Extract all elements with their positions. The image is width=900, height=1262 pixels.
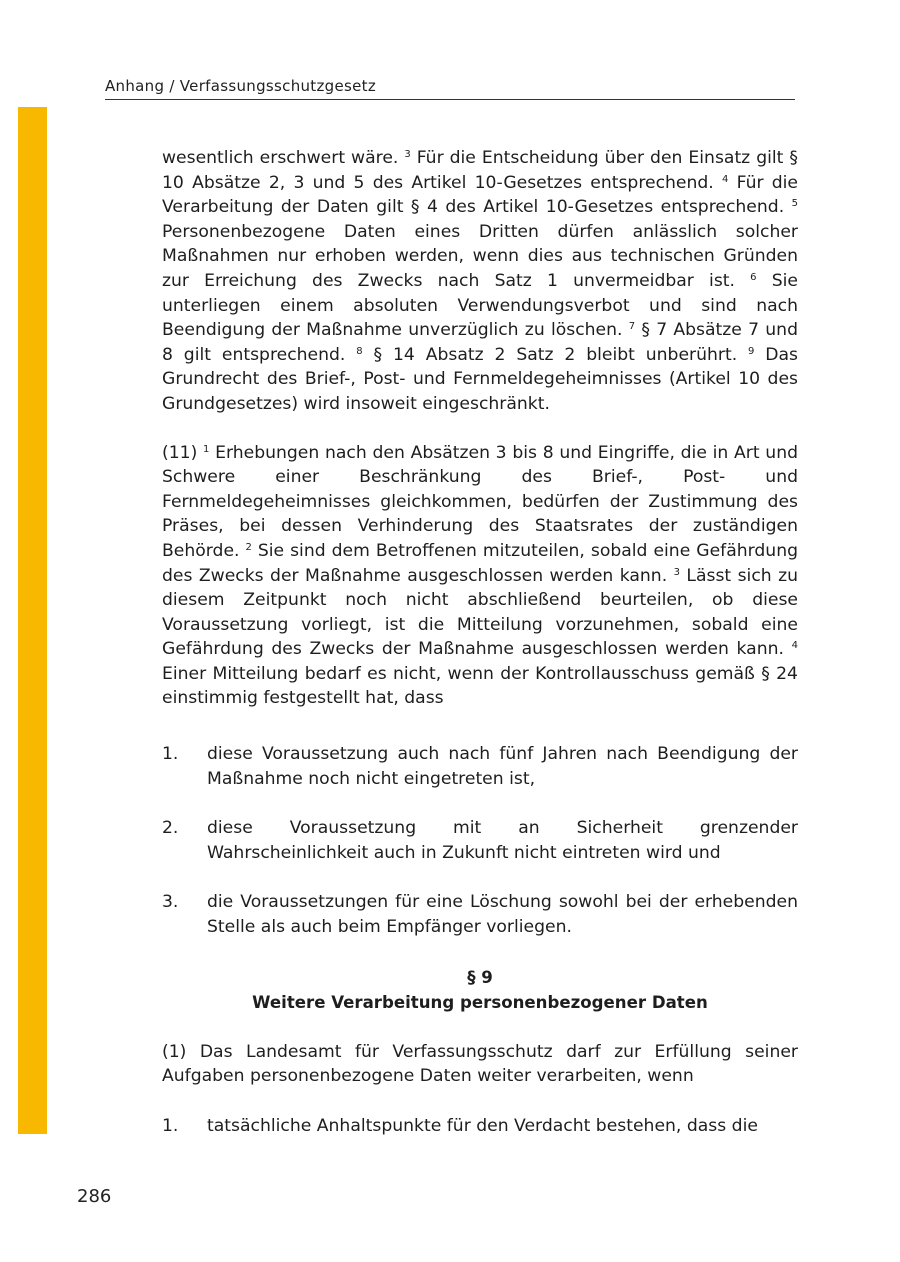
list-text: diese Voraussetzung mit an Sicherheit grenzender Wahrscheinlichkeit auch in Zukunft nicht eintreten wird und: [207, 818, 798, 863]
list-item: [162, 742, 798, 791]
list-text: tatsächliche Anhaltspunkte für den Verdacht bestehen, dass die: [207, 1115, 758, 1136]
section-number: § 9: [467, 967, 493, 987]
sentence-number: 8: [356, 345, 363, 357]
sentence-number: 5: [791, 198, 798, 210]
sentence-text: Einer Mitteilung bedarf es nicht, wenn der Kontrollausschuss gemäß § 24 einstimmig festgestellt hat, dass: [162, 663, 798, 709]
sentence-text: Für die Verarbeitung der Daten gilt § 4 des Artikel 10-Gesetzes entsprechend.: [162, 172, 799, 218]
sentence-text: Lässt sich zu diesem Zeitpunkt noch nicht abschließend beurteilen, ob diese Voraussetzung vorliegt, ist die Mitteilung vorzunehmen, sobald eine Gefährdung des Zwecks der Maßnahme ausgeschlossen werden kann.: [162, 565, 799, 660]
paragraph-continuation: [162, 146, 798, 417]
list-text: diese Voraussetzung auch nach fünf Jahren nach Beendigung der Maßnahme noch nicht eingetreten ist,: [207, 744, 798, 789]
page-number: 286: [77, 1186, 112, 1207]
sentence-text: Das Grundrecht des Brief-, Post- und Fernmeldegeheimnisses (Artikel 10 des Grundgesetzes) wird insoweit eingeschränkt.: [162, 344, 799, 414]
sentence-text: § 14 Absatz 2 Satz 2 bleibt unberührt.: [362, 344, 749, 365]
paragraph-11: [162, 441, 798, 712]
sentence-number: 3: [673, 566, 680, 578]
list-item: [162, 816, 798, 865]
paragraph-9-1: (1) Das Landesamt für Verfassungsschutz darf zur Erfüllung seiner Aufgaben personenbezogene Daten weiter verarbeiten, wenn: [162, 1041, 798, 1087]
sentence-number: 3: [404, 149, 411, 160]
sentence-text: wesentlich erschwert wäre.: [162, 148, 405, 168]
sentence-text: Personenbezogene Daten eines Dritten dürfen anlässlich solcher Maßnahmen nur erhoben werden, wenn dies aus technischen Gründen zur Erreichung des Zwecks nach Satz 1 unvermeidbar ist.: [162, 221, 798, 291]
section-title: Weitere Verarbeitung personenbezogener Daten: [252, 992, 708, 1012]
list-number: 2.: [162, 818, 179, 839]
sentence-text: Erhebungen nach den Absätzen 3 bis 8 und Eingriffe, die in Art und Schwere einer Beschränkung des Brief-, Post- und Fernmeldegeheimnisses gleichkommen, bedürfen der Zustimmung des Präses, bei dessen Verhinderung des Staatsrates der zuständigen Behörde.: [162, 442, 799, 561]
sentence-number: 9: [748, 345, 755, 357]
list-item: [162, 890, 798, 939]
list-number: 1.: [162, 1115, 179, 1136]
list-item: [162, 1114, 798, 1139]
running-header: Anhang / Verfassungsschutzgesetz: [105, 77, 795, 100]
chapter-color-tab: [18, 107, 47, 1134]
sentence-text: Sie sind dem Betroffenen mitzuteilen, sobald eine Gefährdung des Zwecks der Maßnahme ausgeschlossen werden kann.: [162, 540, 799, 586]
section-heading: [162, 965, 798, 1015]
list-text: die Voraussetzungen für eine Löschung sowohl bei der erhebenden Stelle als auch beim Empfänger vorliegen.: [207, 892, 798, 938]
sentence-number: 2: [245, 541, 252, 553]
sentence-text: § 7 Absätze 7 und 8 gilt entsprechend.: [162, 320, 798, 365]
sentence-number: 7: [628, 321, 636, 333]
page-content: [162, 146, 798, 1138]
list-number: 1.: [162, 744, 179, 765]
sentence-number: 1: [203, 443, 210, 455]
sentence-number: 6: [750, 271, 757, 283]
sentence-number: 4: [722, 173, 729, 185]
sentence-text: Sie unterliegen einem absoluten Verwendungsverbot und sind nach Beendigung der Maßnahme unverzüglich zu löschen.: [162, 270, 798, 341]
paragraph-label: (11): [162, 442, 204, 463]
list-number: 3.: [162, 892, 179, 913]
sentence-number: 4: [791, 640, 798, 652]
sentence-text: Für die Entscheidung über den Einsatz gilt § 10 Absätze 2, 3 und 5 des Artikel 10-Gesetzes entsprechend.: [162, 148, 798, 193]
